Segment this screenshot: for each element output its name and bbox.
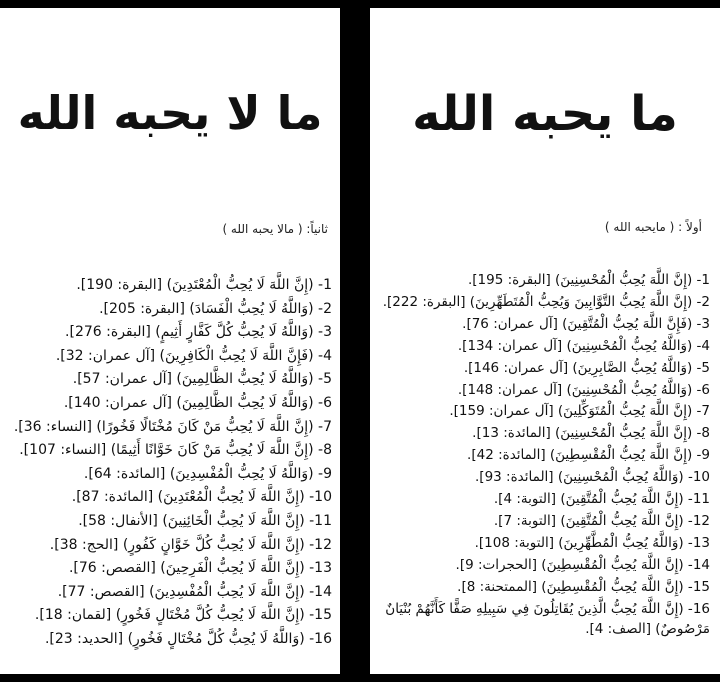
list-item: 5- (وَاللَّهُ يُحِبُّ الصَّابِرِينَ) [آل عمران: 146]. bbox=[463, 359, 710, 376]
list-item: 1- (إِنَّ اللَّهَ يُحِبُّ الْمُحْسِنِينَ) [البقرة: 195]. bbox=[467, 272, 710, 288]
list-item: 6- (وَاللَّهُ يُحِبُّ الْمُحْسِنِينَ) [آل عمران: 148]. bbox=[457, 381, 710, 398]
list-item: 4- (وَاللَّهُ يُحِبُّ الْمُحْسِنِينَ) [آل عمران: 134]. bbox=[457, 337, 710, 354]
list-item: 12- (إِنَّ اللَّهَ لَا يُحِبُّ كُلَّ خَوَّانٍ كَفُورٍ) [الحج: 38]. bbox=[49, 536, 332, 553]
list-item: 15- (إِنَّ اللَّهَ لَا يُحِبُّ كُلَّ مُخْتَالٍ فَخُورٍ) [لقمان: 18]. bbox=[34, 607, 332, 624]
list-item: 5- (وَاللَّهُ لَا يُحِبُّ الظَّالِمِينَ) [آل عمران: 57]. bbox=[72, 371, 332, 388]
list-item: 12- (إِنَّ اللَّهَ يُحِبُّ الْمُتَّقِينَ) [التوبة: 7]. bbox=[493, 512, 710, 529]
list-item: 14- (إِنَّ اللَّهَ لَا يُحِبُّ الْمُفْسِدِينَ) [القصص: 77]. bbox=[57, 583, 332, 600]
list-item: 9- (وَاللَّهُ لَا يُحِبُّ الْمُفْسِدِينَ) [المائدة: 64]. bbox=[83, 465, 332, 482]
list-item: 14- (إِنَّ اللَّهَ يُحِبُّ الْمُقْسِطِينَ) [الحجرات: 9]. bbox=[455, 556, 710, 573]
list-item: 3- (فَإِنَّ اللَّهَ يُحِبُّ الْمُتَّقِينَ) [آل عمران: 76]. bbox=[462, 315, 710, 332]
right-panel bbox=[370, 8, 720, 674]
left-panel-subheading: ثانياً: ( مالا يحبه الله ) bbox=[222, 222, 328, 236]
list-item: 8- (إِنَّ اللَّهَ لَا يُحِبُّ مَنْ كَانَ خَوَّانًا أَثِيمًا) [النساء: 107]. bbox=[19, 442, 332, 459]
list-item: 6- (وَاللَّهُ لَا يُحِبُّ الظَّالِمِينَ) [آل عمران: 140]. bbox=[63, 394, 332, 411]
list-item: 13- (إِنَّ اللَّهَ لَا يُحِبُّ الْفَرِحِينَ) [القصص: 76]. bbox=[68, 560, 332, 577]
list-item: 7- (إِنَّ اللَّهَ لَا يُحِبُّ مَنْ كَانَ مُخْتَالًا فَخُورًا) [النساء: 36]. bbox=[13, 418, 332, 435]
left-verse-list bbox=[4, 274, 332, 652]
right-verse-list bbox=[374, 270, 710, 639]
list-item: 16- (إِنَّ اللَّهَ يُحِبُّ الَّذِينَ يُقَاتِلُونَ فِي سَبِيلِهِ صَفًّا كَأَنَّهُمْ بُنْيَانٌ مَرْصُوصٌ) [الصف: 4]. bbox=[385, 600, 710, 637]
list-item: 11- (إِنَّ اللَّهَ لَا يُحِبُّ الْخَائِنِينَ) [الأنفال: 58]. bbox=[78, 512, 332, 529]
list-item: 10- (وَاللَّهُ يُحِبُّ الْمُحْسِنِينَ) [المائدة: 93]. bbox=[475, 469, 710, 486]
list-item: 16- (وَاللَّهُ لَا يُحِبُّ كُلَّ مُخْتَالٍ فَخُورٍ) [الحديد: 23]. bbox=[44, 630, 332, 647]
list-item: 1- (إِنَّ اللَّهَ لَا يُحِبُّ الْمُعْتَدِينَ) [البقرة: 190]. bbox=[76, 277, 332, 293]
list-item: 7- (إِنَّ اللَّهَ يُحِبُّ الْمُتَوَكِّلِينَ) [آل عمران: 159]. bbox=[449, 403, 710, 420]
list-item: 4- (فَإِنَّ اللَّهَ لَا يُحِبُّ الْكَافِرِينَ) [آل عمران: 32]. bbox=[55, 347, 332, 364]
list-item: 15- (إِنَّ اللَّهَ يُحِبُّ الْمُقْسِطِينَ) [الممتحنة: 8]. bbox=[457, 578, 710, 595]
right-panel-title: ما يحبه الله bbox=[412, 86, 678, 142]
left-panel bbox=[0, 8, 340, 674]
list-item: 2- (وَاللَّهُ لَا يُحِبُّ الْفَسَادَ) [البقرة: 205]. bbox=[99, 300, 332, 317]
right-panel-subheading: أولاً : ( مايحبه الله ) bbox=[604, 220, 702, 234]
list-item: 13- (وَاللَّهُ يُحِبُّ الْمُطَّهِّرِينَ) [التوبة: 108]. bbox=[474, 534, 710, 551]
left-panel-title: ما لا يحبه الله bbox=[17, 86, 323, 140]
list-item: 8- (إِنَّ اللَّهَ يُحِبُّ الْمُحْسِنِينَ) [المائدة: 13]. bbox=[472, 425, 710, 442]
list-item: 11- (إِنَّ اللَّهَ يُحِبُّ الْمُتَّقِينَ) [التوبة: 4]. bbox=[493, 491, 710, 508]
list-item: 3- (وَاللَّهُ لَا يُحِبُّ كُلَّ كَفَّارٍ أَثِيمٍ) [البقرة: 276]. bbox=[65, 324, 332, 341]
list-item: 10- (إِنَّ اللَّهَ لَا يُحِبُّ الْمُعْتَدِينَ) [المائدة: 87]. bbox=[71, 489, 332, 506]
list-item: 2- (إِنَّ اللَّهَ يُحِبُّ التَّوَّابِينَ وَيُحِبُّ الْمُتَطَهِّرِينَ) [البقرة: 222]. bbox=[382, 293, 710, 310]
list-item: 9- (إِنَّ اللَّهَ يُحِبُّ الْمُقْسِطِينَ) [المائدة: 42]. bbox=[467, 447, 710, 464]
